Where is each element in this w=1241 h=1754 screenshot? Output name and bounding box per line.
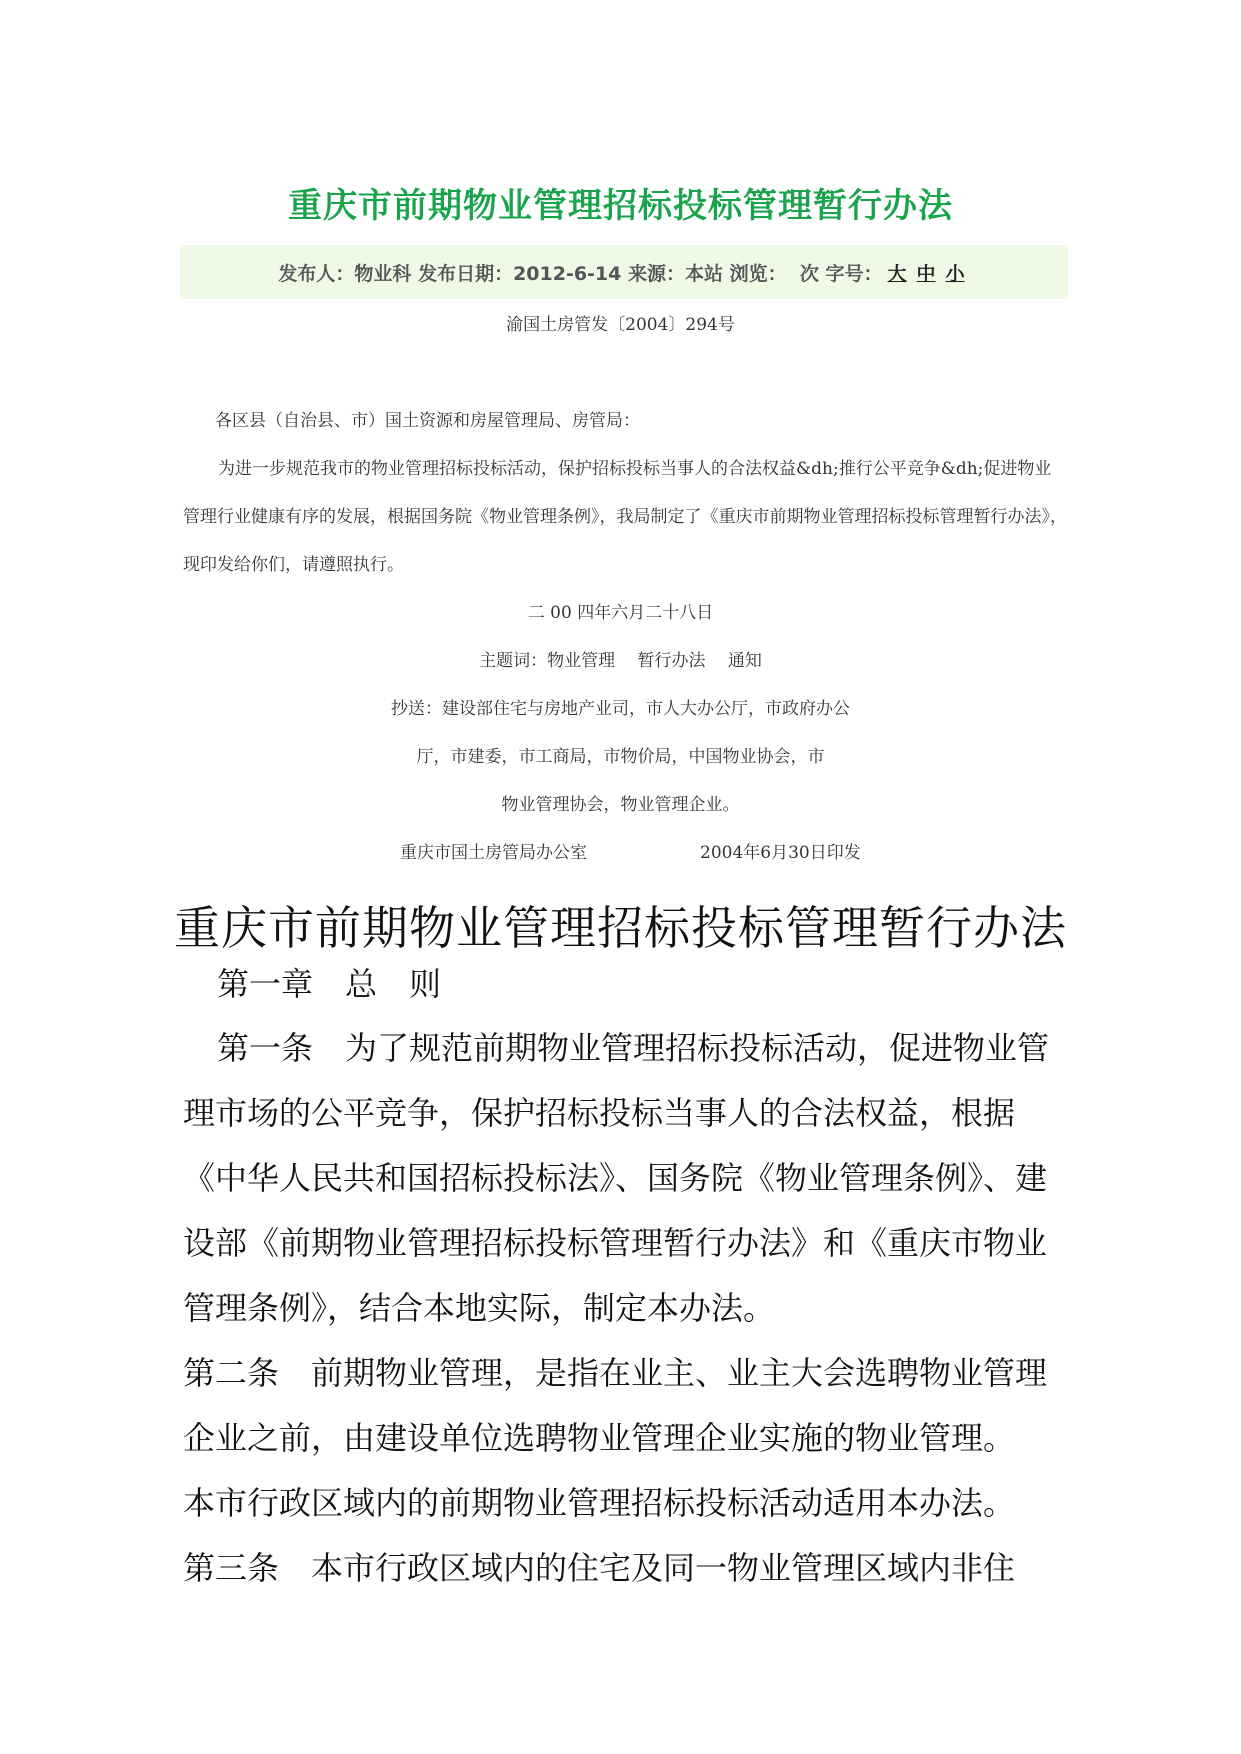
notice-issuer: 重庆市国土房管局办公室 [400, 843, 587, 863]
font-size-large-link[interactable]: 大 [887, 262, 907, 285]
font-size-small-link[interactable]: 小 [945, 262, 965, 285]
notice-date: 二 00 四年六月二十八日 [527, 603, 714, 623]
notice-cc-line-3: 物业管理协会，物业管理企业。 [501, 795, 740, 815]
views-text: 浏览： 次 [729, 262, 819, 285]
publisher-text: 发布人：物业科 [278, 262, 412, 285]
notice-issue-date: 2004年6月30日印发 [700, 843, 861, 863]
article-2-scope: 本市行政区域内的前期物业管理招标投标活动适用本办法。 [183, 1484, 1016, 1522]
article-1: 第一条 为了规范前期物业管理招标投标活动，促进物业管理市场的公平竞争，保护招标投标当事人的合法权益，根据《中华人民共和国招标投标法》、国务院《物业管理条例》、建设部《前期物业管理招标投标管理暂行办法》和《重庆市物业管理条例》，结合本地实际，制定本办法。 [183, 1029, 1050, 1327]
article-2: 第二条 前期物业管理，是指在业主、业主大会选聘物业管理企业之前，由建设单位选聘物业管理企业实施的物业管理。 [183, 1354, 1048, 1457]
notice-body: 为进一步规范我市的物业管理招标投标活动，保护招标投标当事人的合法权益&dh;推行公平竞争&dh;促进物业管理行业健康有序的发展，根据国务院《物业管理条例》，我局制定了《重庆市前期物业管理招标投标管理暂行办法》，现印发给你们，请遵照执行。 [183, 459, 1067, 575]
notice-cc-line-1: 抄送：建设部住宅与房地产业司，市人大办公厅，市政府办公 [391, 699, 850, 719]
document-number: 渝国土房管发〔2004〕294号 [506, 315, 735, 335]
chapter-heading: 第一章 总 则 [217, 965, 442, 1003]
publish-date-text: 发布日期：2012-6-14 [418, 262, 622, 285]
font-size-label: 字号： [825, 262, 883, 285]
article-3: 第三条 本市行政区域内的住宅及同一物业管理区域内非住 [183, 1549, 1016, 1587]
page-title: 重庆市前期物业管理招标投标管理暂行办法 [288, 186, 953, 226]
notice-addressee: 各区县（自治县、市）国土资源和房屋管理局、房管局： [215, 411, 640, 431]
source-text: 来源：本站 [628, 262, 724, 285]
notice-cc-line-2: 厅，市建委，市工商局，市物价局，中国物业协会，市 [416, 747, 825, 767]
article-meta-bar [180, 245, 1068, 299]
notice-keywords: 主题词：物业管理 暂行办法 通知 [479, 651, 762, 671]
font-size-medium-link[interactable]: 中 [916, 262, 936, 285]
regulation-title: 重庆市前期物业管理招标投标管理暂行办法 [174, 901, 1067, 955]
